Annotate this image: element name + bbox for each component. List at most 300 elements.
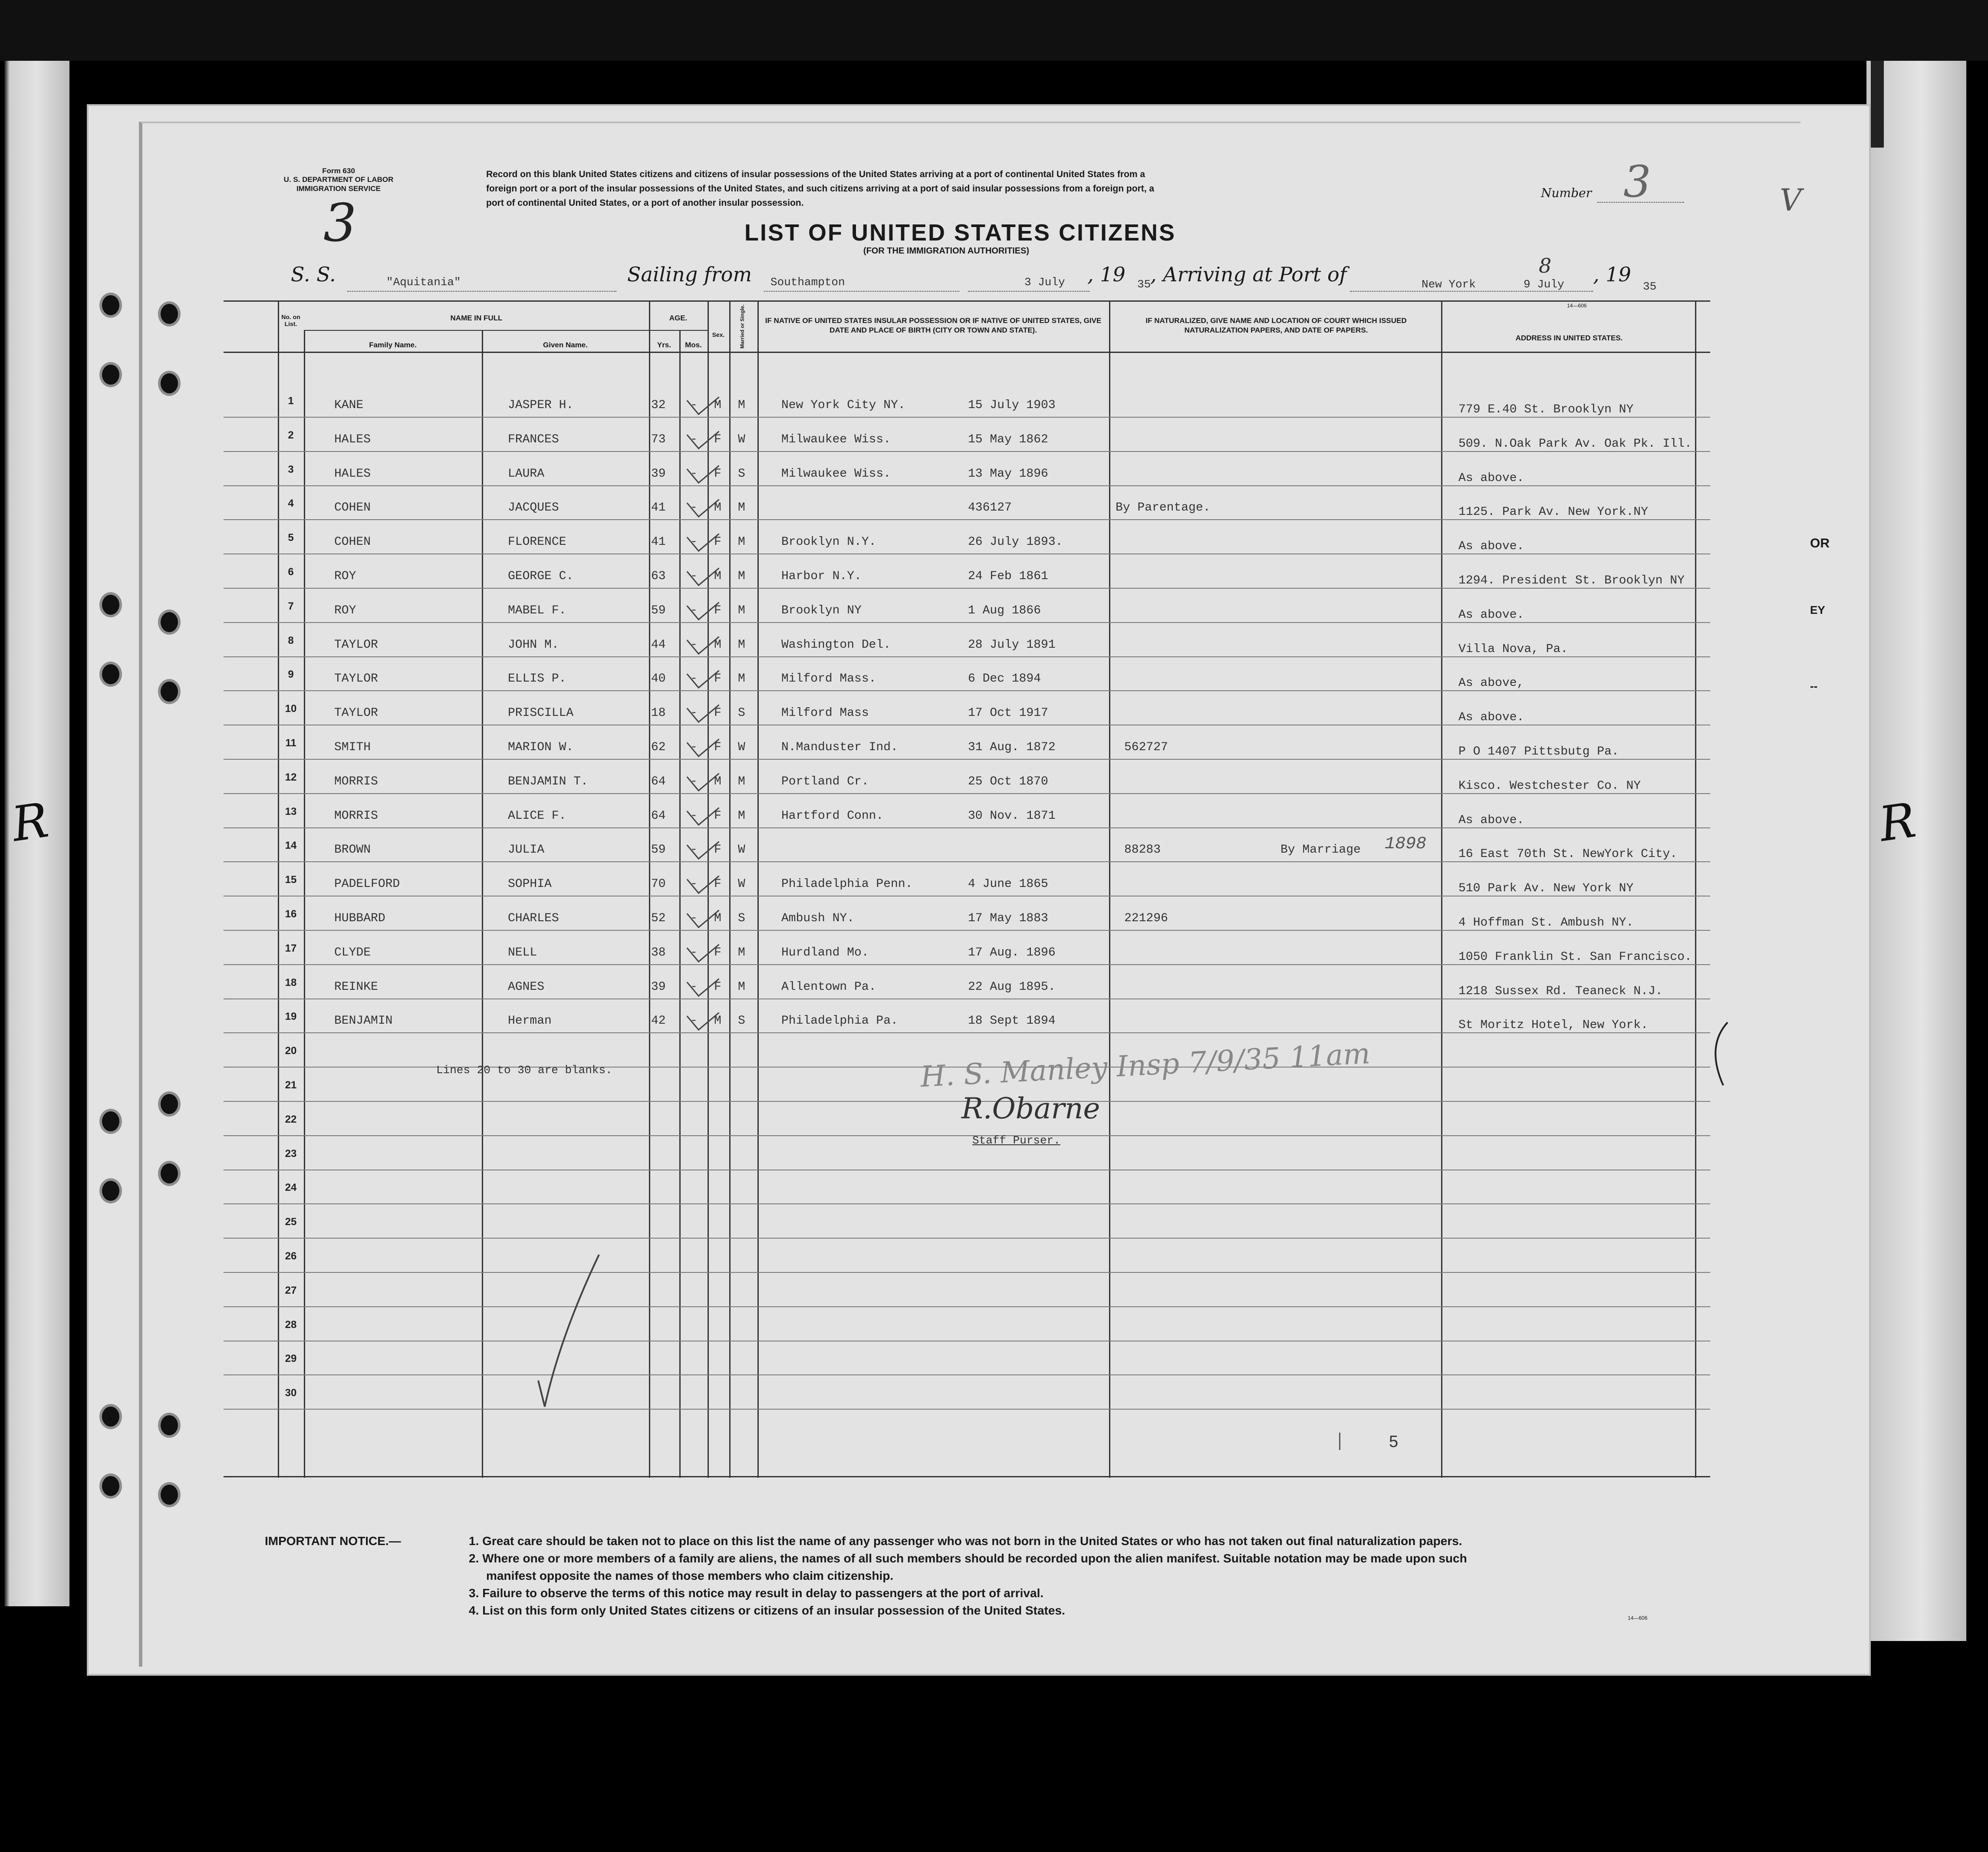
family-name: ROY xyxy=(334,570,356,583)
from-port: Southampton xyxy=(770,276,845,289)
age-years: 70 xyxy=(651,877,666,891)
birth-date: 28 July 1891 xyxy=(968,638,1056,652)
sex: F xyxy=(714,980,721,994)
family-name: SMITH xyxy=(334,741,371,754)
age-years: 39 xyxy=(651,980,666,994)
sex: M xyxy=(714,774,721,788)
number-label: Number xyxy=(1541,186,1592,200)
birth-date: 13 May 1896 xyxy=(968,467,1048,481)
given-name: BENJAMIN T. xyxy=(508,774,588,788)
marital-status: M xyxy=(738,638,745,652)
birth-place: Milwaukee Wiss. xyxy=(781,432,891,446)
family-name: TAYLOR xyxy=(334,706,378,720)
address: P O 1407 Pittsbutg Pa. xyxy=(1458,745,1619,758)
family-name: COHEN xyxy=(334,501,371,515)
age-years: 18 xyxy=(651,706,666,720)
age-months: - xyxy=(690,912,698,925)
col-divider xyxy=(679,330,681,1478)
age-years: 64 xyxy=(651,774,666,788)
punch-hole xyxy=(102,595,119,615)
family-name: ROY xyxy=(334,603,356,617)
birth-date: 17 Aug. 1896 xyxy=(968,946,1056,959)
row-rule xyxy=(224,1238,1710,1239)
sex: F xyxy=(714,467,721,481)
notice-item: 3. Failure to observe the terms of this notice may result in delay to passengers at the port of arrival. xyxy=(469,1586,1044,1600)
arrival-year-prefix: , 19 xyxy=(1593,263,1631,286)
marital-status: M xyxy=(738,570,745,583)
address: As above, xyxy=(1458,676,1524,690)
inspector-signature: H. S. Manley Insp 7/9/35 11am xyxy=(919,1036,1371,1094)
sex: F xyxy=(714,843,721,857)
notice-item: manifest opposite the names of those members who claim citizenship. xyxy=(486,1569,894,1582)
right-margin-mark: R xyxy=(1876,792,1919,853)
row-number: 29 xyxy=(285,1353,297,1365)
punch-hole xyxy=(102,365,119,385)
marital-status: S xyxy=(738,467,745,481)
row-number: 8 xyxy=(288,634,294,646)
row-number: 10 xyxy=(285,703,297,715)
age-months: - xyxy=(690,877,698,891)
marital-status: S xyxy=(738,912,745,925)
birth-place: Brooklyn N.Y. xyxy=(781,535,876,549)
marital-status: M xyxy=(738,501,745,515)
row-number: 13 xyxy=(285,805,297,817)
sex: F xyxy=(714,535,721,549)
col-header-married: Married or Single. xyxy=(739,304,745,349)
age-years: 73 xyxy=(651,432,666,446)
right-margin-text: EY xyxy=(1810,603,1825,616)
row-rule xyxy=(224,656,1710,657)
table-header-border xyxy=(224,352,1710,353)
row-number: 23 xyxy=(285,1147,297,1160)
birth-place: Hurdland Mo. xyxy=(781,946,869,959)
tally-mark xyxy=(1339,1433,1340,1450)
birth-place: Harbor N.Y. xyxy=(781,570,862,583)
row-rule xyxy=(224,1203,1710,1204)
print-code: 14—606 xyxy=(1567,303,1587,309)
family-name: TAYLOR xyxy=(334,672,378,686)
birth-place: Washington Del. xyxy=(781,638,891,652)
birth-date: 6 Dec 1894 xyxy=(968,672,1041,686)
ship-name: "Aquitania" xyxy=(386,276,461,289)
row-number: 22 xyxy=(285,1113,297,1125)
birth-place: Milwaukee Wiss. xyxy=(781,467,891,481)
birth-place: Philadelphia Penn. xyxy=(781,877,913,891)
from-port-line xyxy=(764,291,959,292)
instruction-line: port of continental United States, or a port of another insular possession. xyxy=(486,198,804,208)
address: St Moritz Hotel, New York. xyxy=(1458,1018,1648,1032)
marital-status: M xyxy=(738,809,745,823)
given-name: FLORENCE xyxy=(508,535,566,549)
check-stroke xyxy=(538,1255,599,1407)
address: As above. xyxy=(1458,813,1524,827)
birth-place: Hartford Conn. xyxy=(781,809,884,823)
marital-status: W xyxy=(738,432,745,446)
sex: M xyxy=(714,570,721,583)
marital-status: M xyxy=(738,399,745,412)
name-subheader-line xyxy=(304,330,655,331)
age-months: - xyxy=(690,467,698,481)
row-rule xyxy=(224,485,1710,486)
col-divider xyxy=(1441,300,1442,1478)
birth-place: Milford Mass. xyxy=(781,672,876,686)
sex: F xyxy=(714,741,721,754)
address: 1050 Franklin St. San Francisco. xyxy=(1458,950,1692,964)
col-header-native: IF NATIVE OF UNITED STATES INSULAR POSSESSION OR IF NATIVE OF UNITED STATES, GIVE DATE AND PLACE OF BIRTH (CITY OR TOWN AND STATE). xyxy=(765,316,1102,334)
age-months: - xyxy=(690,672,698,686)
address: 4 Hoffman St. Ambush NY. xyxy=(1458,916,1634,929)
form-number: Form 630 xyxy=(322,167,355,175)
page-title: LIST OF UNITED STATES CITIZENS xyxy=(744,220,1176,246)
family-name: MORRIS xyxy=(334,809,378,823)
handwritten-page-number: 3 xyxy=(323,193,357,254)
marital-status: M xyxy=(738,603,745,617)
sheet-count: 5 xyxy=(1389,1433,1399,1451)
birth-place: Portland Cr. xyxy=(781,774,869,788)
left-margin-mark: R xyxy=(8,792,52,853)
department: U. S. DEPARTMENT OF LABOR xyxy=(283,175,394,184)
sail-year: 35 xyxy=(1137,278,1151,291)
given-name: GEORGE C. xyxy=(508,570,574,583)
row-number: 17 xyxy=(285,942,297,954)
naturalization: 88283 xyxy=(1124,843,1161,857)
row-number: 7 xyxy=(288,600,294,612)
age-months: - xyxy=(690,535,698,549)
arriving-label: , Arriving at Port of xyxy=(1150,263,1347,286)
age-years: 59 xyxy=(651,603,666,617)
marital-status: S xyxy=(738,706,745,720)
row-number: 3 xyxy=(288,463,294,475)
number-value: 3 xyxy=(1623,156,1651,207)
arrival-date-correction: 8 xyxy=(1539,254,1552,277)
marital-status: W xyxy=(738,877,745,891)
family-name: BROWN xyxy=(334,843,371,857)
row-number: 15 xyxy=(285,874,297,886)
right-binder-strip xyxy=(1866,61,1966,1641)
punch-hole xyxy=(161,1094,178,1114)
notice-item: 4. List on this form only United States citizens or citizens of an insular possession of the United States. xyxy=(469,1604,1065,1617)
row-number: 19 xyxy=(285,1011,297,1023)
row-rule xyxy=(224,827,1710,828)
given-name: LAURA xyxy=(508,467,545,481)
age-years: 52 xyxy=(651,912,666,925)
given-name: JULIA xyxy=(508,843,545,857)
birth-date: 24 Feb 1861 xyxy=(968,570,1048,583)
address: 16 East 70th St. NewYork City. xyxy=(1458,847,1678,861)
col-header-mos: Mos. xyxy=(685,341,702,349)
birth-date: 1 Aug 1866 xyxy=(968,603,1041,617)
given-name: AGNES xyxy=(508,980,545,994)
family-name: MORRIS xyxy=(334,774,378,788)
bracket-mark xyxy=(1706,1020,1732,1090)
arrival-port: New York xyxy=(1422,278,1476,291)
age-months: - xyxy=(690,706,698,720)
col-divider xyxy=(708,300,709,1478)
col-divider xyxy=(649,300,650,1478)
service: IMMIGRATION SERVICE xyxy=(296,185,381,193)
col-header-address: ADDRESS IN UNITED STATES. xyxy=(1515,334,1623,342)
family-name: KANE xyxy=(334,399,364,412)
instructions xyxy=(486,167,1154,210)
row-rule xyxy=(224,1272,1710,1273)
marital-status: M xyxy=(738,980,745,994)
punch-hole xyxy=(161,304,178,324)
birth-place: Ambush NY. xyxy=(781,912,855,925)
given-name: ELLIS P. xyxy=(508,672,566,686)
col-divider xyxy=(729,300,731,1478)
notice-print-code: 14—606 xyxy=(1628,1615,1648,1621)
naturalization-note: By Marriage xyxy=(1280,843,1361,857)
col-header-no: No. on List. xyxy=(281,313,300,327)
notice-item: 2. Where one or more members of a family are aliens, the names of all such members should be recorded upon the alien manifest. Suitable notation may be made upon such xyxy=(469,1552,1467,1565)
top-border xyxy=(0,0,1988,61)
row-rule xyxy=(224,1032,1710,1033)
birth-date: 31 Aug. 1872 xyxy=(968,741,1056,754)
age-years: 38 xyxy=(651,946,666,959)
given-name: JACQUES xyxy=(508,501,559,515)
row-number: 28 xyxy=(285,1318,297,1331)
address: 510 Park Av. New York NY xyxy=(1458,882,1634,896)
birth-place: Brooklyn NY xyxy=(781,603,862,617)
given-name: ALICE F. xyxy=(508,809,566,823)
row-rule xyxy=(224,1409,1710,1410)
col-header-sex: Sex. xyxy=(712,331,725,338)
age-years: 64 xyxy=(651,809,666,823)
age-subheader-line xyxy=(655,330,708,331)
family-name: BENJAMIN xyxy=(334,1014,393,1028)
age-years: 39 xyxy=(651,467,666,481)
age-years: 59 xyxy=(651,843,666,857)
marital-status: M xyxy=(738,535,745,549)
punch-hole xyxy=(102,664,119,684)
row-rule xyxy=(224,759,1710,760)
given-name: MARION W. xyxy=(508,741,574,754)
family-name: HALES xyxy=(334,432,371,446)
sail-date: 3 July xyxy=(1024,276,1065,289)
age-months: - xyxy=(690,501,698,515)
row-rule xyxy=(224,1306,1710,1307)
table-bottom-border xyxy=(224,1476,1710,1477)
age-months: - xyxy=(690,432,698,446)
col-header-family: Family Name. xyxy=(369,341,417,349)
age-months: - xyxy=(690,399,698,412)
sex: F xyxy=(714,603,721,617)
notice-item: 1. Great care should be taken not to place on this list the name of any passenger who was not born in the United States or who has not taken out final naturalization papers. xyxy=(469,1534,1462,1548)
age-months: - xyxy=(690,809,698,823)
age-years: 44 xyxy=(651,638,666,652)
arrival-date: 9 July xyxy=(1524,278,1564,291)
row-rule xyxy=(224,519,1710,520)
birth-date: 22 Aug 1895. xyxy=(968,980,1056,994)
row-number: 26 xyxy=(285,1250,297,1262)
col-divider xyxy=(1109,300,1110,1478)
address: As above. xyxy=(1458,711,1524,725)
age-months: - xyxy=(690,570,698,583)
punch-hole xyxy=(161,373,178,393)
row-number: 6 xyxy=(288,566,294,578)
age-months: - xyxy=(690,980,698,994)
row-number: 16 xyxy=(285,908,297,920)
row-number: 30 xyxy=(285,1387,297,1399)
right-clip xyxy=(1871,61,1884,148)
instruction-line: Record on this blank United States citizens and citizens of insular possessions of the United States arriving at a port of continental United States from a xyxy=(486,169,1145,179)
sailing-label: Sailing from xyxy=(627,263,752,286)
row-number: 5 xyxy=(288,532,294,544)
birth-place: Philadelphia Pa. xyxy=(781,1014,898,1028)
punch-hole xyxy=(161,1163,178,1183)
row-number: 20 xyxy=(285,1045,297,1057)
ship-line xyxy=(347,291,616,292)
given-name: MABEL F. xyxy=(508,603,566,617)
family-name: REINKE xyxy=(334,980,378,994)
blank-lines-note: Lines 20 to 30 are blanks. xyxy=(436,1064,612,1077)
birth-date: 18 Sept 1894 xyxy=(968,1014,1056,1028)
address: As above. xyxy=(1458,471,1524,485)
age-months: - xyxy=(690,638,698,652)
row-rule xyxy=(224,930,1710,931)
given-name: SOPHIA xyxy=(508,877,552,891)
punch-hole xyxy=(102,1476,119,1496)
naturalization: 562727 xyxy=(1124,741,1168,754)
family-name: COHEN xyxy=(334,535,371,549)
row-number: 25 xyxy=(285,1216,297,1228)
birth-date: 26 July 1893. xyxy=(968,535,1063,549)
address: 779 E.40 St. Brooklyn NY xyxy=(1458,403,1634,416)
right-margin-text: OR xyxy=(1810,536,1830,550)
sex: M xyxy=(714,399,721,412)
age-years: 41 xyxy=(651,501,666,515)
margin-checkmark: V xyxy=(1780,182,1802,218)
age-years: 62 xyxy=(651,741,666,754)
address: Villa Nova, Pa. xyxy=(1458,642,1568,656)
age-months: - xyxy=(690,946,698,959)
col-header-age: AGE. xyxy=(669,314,688,322)
birth-date: 30 Nov. 1871 xyxy=(968,809,1056,823)
purser-signature: R.Obarne xyxy=(961,1092,1100,1125)
sex: M xyxy=(714,1014,721,1028)
row-rule xyxy=(224,417,1710,418)
ss-label: S. S. xyxy=(291,263,336,286)
birth-date: 17 Oct 1917 xyxy=(968,706,1048,720)
instruction-line: foreign port or a port of the insular possessions of the United States, and such citizens arriving at a port of said insular possessions from a foreign port, a xyxy=(486,184,1155,194)
given-name: PRISCILLA xyxy=(508,706,574,720)
family-name: HUBBARD xyxy=(334,912,385,925)
col-divider xyxy=(304,330,305,1478)
right-margin-text: -- xyxy=(1810,679,1818,692)
punch-hole xyxy=(102,1111,119,1131)
family-name: TAYLOR xyxy=(334,638,378,652)
table-top-border xyxy=(224,300,1710,302)
family-name: HALES xyxy=(334,467,371,481)
punch-hole xyxy=(102,1407,119,1427)
age-years: 42 xyxy=(651,1014,666,1028)
birth-place: New York City NY. xyxy=(781,399,905,412)
col-header-naturalized: IF NATURALIZED, GIVE NAME AND LOCATION OF COURT WHICH ISSUED NATURALIZATION PAPERS, AND DATE OF PAPERS. xyxy=(1145,316,1407,334)
purser-title: Staff Purser. xyxy=(972,1134,1060,1147)
col-divider xyxy=(757,300,759,1478)
row-number: 21 xyxy=(285,1079,297,1091)
sex: F xyxy=(714,706,721,720)
arrival-line xyxy=(1350,291,1593,292)
given-name: NELL xyxy=(508,946,537,959)
col-divider xyxy=(482,330,483,1478)
birth-date: 436127 xyxy=(968,501,1012,515)
address: As above. xyxy=(1458,540,1524,554)
col-divider xyxy=(1695,300,1696,1478)
address: 1218 Sussex Rd. Teaneck N.J. xyxy=(1458,984,1663,998)
marital-status: M xyxy=(738,672,745,686)
row-number: 9 xyxy=(288,669,294,681)
row-number: 18 xyxy=(285,976,297,989)
pencil-check-mark xyxy=(534,1250,621,1415)
family-name: PADELFORD xyxy=(334,877,400,891)
sail-date-line xyxy=(968,291,1089,292)
address: As above. xyxy=(1458,608,1524,622)
age-years: 40 xyxy=(651,672,666,686)
sex: M xyxy=(714,501,721,515)
address: 1125. Park Av. New York.NY xyxy=(1458,505,1648,519)
sex: F xyxy=(714,809,721,823)
given-name: JASPER H. xyxy=(508,399,574,412)
age-years: 63 xyxy=(651,570,666,583)
row-rule xyxy=(224,588,1710,589)
age-months: - xyxy=(690,603,698,617)
marital-status: W xyxy=(738,843,745,857)
row-number: 4 xyxy=(288,498,294,510)
bracket-stroke xyxy=(1715,1022,1728,1085)
col-divider xyxy=(278,300,279,1478)
row-rule xyxy=(224,690,1710,691)
sex: F xyxy=(714,672,721,686)
birth-date: 15 July 1903 xyxy=(968,399,1056,412)
col-header-name: NAME IN FULL xyxy=(450,314,503,322)
naturalization: 221296 xyxy=(1124,912,1168,925)
age-months: - xyxy=(690,774,698,788)
col-header-given: Given Name. xyxy=(543,341,588,349)
row-rule xyxy=(224,998,1710,999)
sex: F xyxy=(714,877,721,891)
naturalization-year: 1898 xyxy=(1385,834,1427,854)
birth-date: 15 May 1862 xyxy=(968,432,1048,446)
age-years: 32 xyxy=(651,399,666,412)
given-name: FRANCES xyxy=(508,432,559,446)
row-rule xyxy=(224,793,1710,794)
row-rule xyxy=(224,1374,1710,1375)
naturalization: By Parentage. xyxy=(1116,501,1211,515)
marital-status: W xyxy=(738,741,745,754)
sex: M xyxy=(714,638,721,652)
important-notice xyxy=(265,1532,1723,1619)
age-months: - xyxy=(690,1014,698,1028)
row-number: 24 xyxy=(285,1182,297,1194)
birth-place: Milford Mass xyxy=(781,706,869,720)
punch-hole xyxy=(161,612,178,632)
row-number: 2 xyxy=(288,429,294,441)
age-months: - xyxy=(690,843,698,857)
sex: F xyxy=(714,946,721,959)
given-name: Herman xyxy=(508,1014,552,1028)
sail-year-prefix: , 19 xyxy=(1087,263,1126,286)
given-name: CHARLES xyxy=(508,912,559,925)
address: 1294. President St. Brooklyn NY xyxy=(1458,574,1685,587)
col-header-yrs: Yrs. xyxy=(657,341,671,349)
given-name: JOHN M. xyxy=(508,638,559,652)
birth-place: Allentown Pa. xyxy=(781,980,876,994)
birth-date: 17 May 1883 xyxy=(968,912,1048,925)
punch-hole xyxy=(102,1181,119,1201)
row-rule xyxy=(224,964,1710,965)
age-months: - xyxy=(690,741,698,754)
